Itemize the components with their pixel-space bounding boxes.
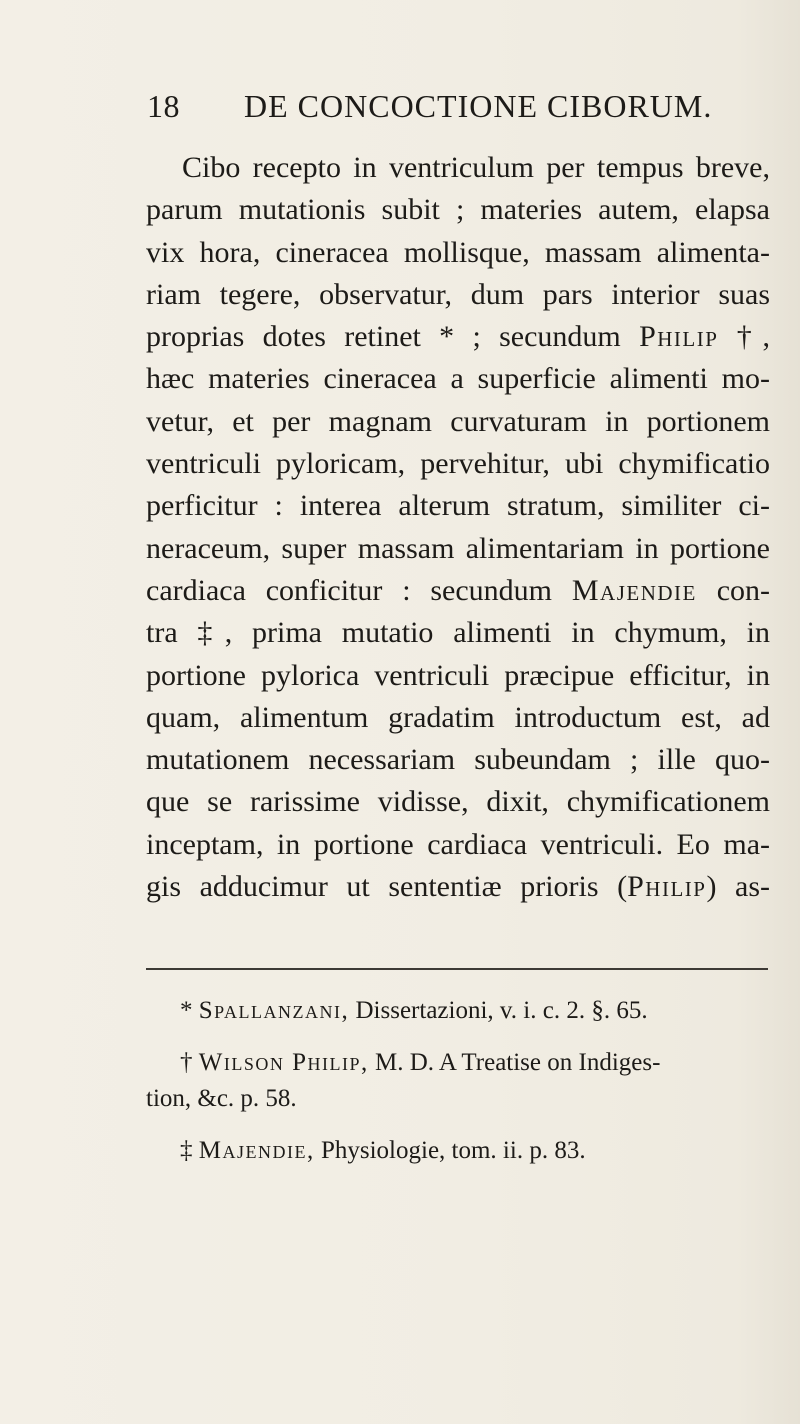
page-header [147,88,767,132]
author-name-philip: Philip [627,870,707,904]
footnote-author: Spallanzani, [198,997,350,1024]
footnote-mark: ‡ [180,1137,199,1164]
author-name-philip: Philip [639,320,719,354]
text-line: vetur, et per magnam curvaturam in portionem [146,404,770,438]
text-line: quam, alimentum gradatim introductum est, ad [146,700,770,734]
page-number: 18 [147,88,180,124]
footnote-text: Dissertazioni, v. i. c. 2. §. 65. [349,997,648,1024]
text-line: perficitur : interea alterum stratum, similiter ci- [146,489,770,523]
text-line [146,866,770,908]
text-segment: cardiaca conficitur : secundum [146,573,572,607]
text-line: mutationem necessariam subeundam ; ille quo- [146,743,770,777]
footnote-mark: † [180,1049,199,1076]
text-line: hæc materies cineracea a superficie alimenti mo- [146,362,770,396]
text-line: Cibo recepto in ventriculum per tempus breve, [182,151,770,184]
footnote-author: Majendie, [198,1137,315,1164]
author-name-majendie: Majendie [571,573,697,607]
text-segment: proprias dotes retinet * ; secundum [146,320,640,354]
footnote-3 [146,1133,770,1169]
text-line: ventriculi pyloricam, pervehitur, ubi chymificatio [146,447,770,481]
footnote-2-continuation: tion, &c. p. 58. [146,1085,297,1112]
text-segment: ) as- [706,870,770,904]
footnote-text: M. D. A Treatise on Indiges- [368,1049,661,1076]
footnote-mark: * [180,997,199,1024]
text-segment: gis adducimur ut sententiæ prioris ( [146,870,628,904]
text-line: parum mutationis subit ; materies autem, elapsa [146,193,770,227]
text-segment: con- [696,573,771,607]
footnote-2 [146,1045,770,1081]
footnote-1 [146,993,770,1029]
body-paragraph [146,147,770,908]
text-line: neraceum, super massam alimentariam in portione [146,531,770,565]
text-line: inceptam, in portione cardiaca ventriculi. Eo ma- [146,827,770,861]
text-line [146,570,770,612]
footnote-text: Physiologie, tom. ii. p. 83. [314,1137,586,1164]
dagger-mark: †, [718,320,771,354]
text-line: portione pylorica ventriculi præcipue efficitur, in [146,658,770,692]
text-line: tra ‡, prima mutatio alimenti in chymum, in [146,616,770,650]
text-line: que se rarissime vidisse, dixit, chymificationem [146,785,770,819]
text-line: riam tegere, observatur, dum pars interior suas [146,277,770,311]
text-line: vix hora, cineracea mollisque, massam alimenta- [146,235,770,269]
footnote-divider [146,968,768,970]
running-head: DE CONCOCTIONE CIBORUM. [244,88,713,124]
footnote-author: Wilson Philip, [198,1049,369,1076]
text-line [146,316,770,358]
footnotes [146,993,770,1169]
